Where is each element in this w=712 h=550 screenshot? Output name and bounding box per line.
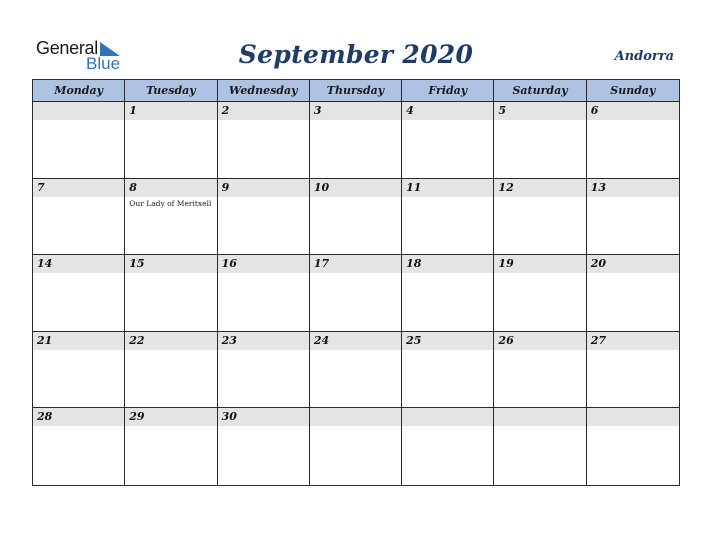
weekday-header-monday: Monday — [33, 80, 125, 102]
day-number-band — [310, 408, 401, 426]
day-number-band — [402, 102, 493, 120]
day-number: 3 — [313, 104, 322, 117]
day-cell — [494, 408, 586, 485]
day-cell — [587, 102, 679, 179]
day-number: 23 — [221, 333, 237, 347]
day-number: 14 — [37, 257, 53, 271]
day-number-band — [494, 102, 585, 120]
day-cell — [402, 255, 494, 332]
day-number: 29 — [129, 410, 145, 424]
brand-name-blue: Blue — [86, 54, 121, 73]
day-cell — [494, 332, 586, 409]
day-cell — [218, 408, 310, 485]
day-cell — [33, 179, 125, 256]
day-number: 5 — [498, 104, 507, 117]
day-number: 25 — [406, 333, 422, 347]
weekday-header-sunday: Sunday — [587, 80, 679, 102]
day-cell — [310, 408, 402, 485]
day-number-band — [310, 102, 401, 120]
day-cell — [125, 255, 217, 332]
day-cell — [402, 332, 494, 409]
day-number: 24 — [313, 333, 330, 347]
weekday-header-thursday: Thursday — [310, 80, 402, 102]
day-cell — [218, 332, 310, 409]
day-number-band — [402, 408, 493, 426]
page-title: September 2020 — [238, 40, 474, 69]
day-number: 12 — [498, 180, 514, 194]
day-number: 4 — [406, 104, 414, 117]
day-cell — [587, 179, 679, 256]
weekday-header-saturday: Saturday — [494, 80, 586, 102]
country-label: Andorra — [614, 49, 674, 64]
day-number: 13 — [590, 180, 607, 194]
day-cell — [33, 332, 125, 409]
day-number: 9 — [221, 180, 230, 194]
day-cell — [125, 102, 217, 179]
day-number: 1 — [129, 104, 137, 117]
brand-name-general: General — [36, 38, 98, 58]
day-number: 17 — [313, 257, 330, 271]
day-number: 27 — [590, 333, 607, 347]
day-cell — [33, 255, 125, 332]
day-number-band — [33, 179, 124, 197]
day-number: 28 — [37, 410, 53, 424]
day-cell — [587, 332, 679, 409]
day-number-band — [33, 102, 124, 120]
day-number: 8 — [129, 180, 137, 194]
day-number: 6 — [590, 104, 599, 117]
day-number-band — [218, 179, 309, 197]
weekday-header-wednesday: Wednesday — [218, 80, 310, 102]
day-number: 19 — [498, 257, 514, 271]
day-number: 20 — [590, 257, 607, 271]
day-number-band — [587, 102, 679, 120]
day-cell — [310, 102, 402, 179]
day-cell — [310, 332, 402, 409]
day-cell — [125, 179, 217, 256]
day-number: 30 — [221, 410, 237, 424]
day-number-band — [494, 408, 585, 426]
day-number: 11 — [406, 180, 422, 194]
day-cell — [310, 255, 402, 332]
day-cell — [33, 102, 125, 179]
day-cell — [125, 408, 217, 485]
day-number: 26 — [498, 333, 514, 347]
day-number: 21 — [37, 333, 53, 347]
day-number-band — [587, 408, 679, 426]
day-cell — [494, 179, 586, 256]
day-number: 18 — [406, 257, 422, 271]
day-cell — [218, 255, 310, 332]
day-cell — [310, 179, 402, 256]
day-number: 16 — [221, 257, 237, 271]
day-cell — [402, 179, 494, 256]
weekday-header-friday: Friday — [402, 80, 494, 102]
day-cell — [218, 102, 310, 179]
holiday-label: Our Lady of Meritxell — [129, 198, 212, 208]
calendar-grid — [32, 79, 680, 486]
day-number-band — [125, 179, 216, 197]
day-number: 10 — [313, 180, 330, 194]
day-number: 15 — [129, 257, 145, 271]
day-cell — [494, 102, 586, 179]
day-cell — [494, 255, 586, 332]
day-number-band — [125, 102, 216, 120]
day-cell — [402, 102, 494, 179]
day-cell — [587, 255, 679, 332]
day-cell — [33, 408, 125, 485]
day-number: 22 — [129, 333, 145, 347]
day-cell — [218, 179, 310, 256]
day-number: 7 — [37, 180, 45, 194]
day-number-band — [218, 102, 309, 120]
day-number: 2 — [221, 104, 230, 117]
day-cell — [125, 332, 217, 409]
weekday-header-tuesday: Tuesday — [125, 80, 217, 102]
day-cell — [587, 408, 679, 485]
day-cell — [402, 408, 494, 485]
